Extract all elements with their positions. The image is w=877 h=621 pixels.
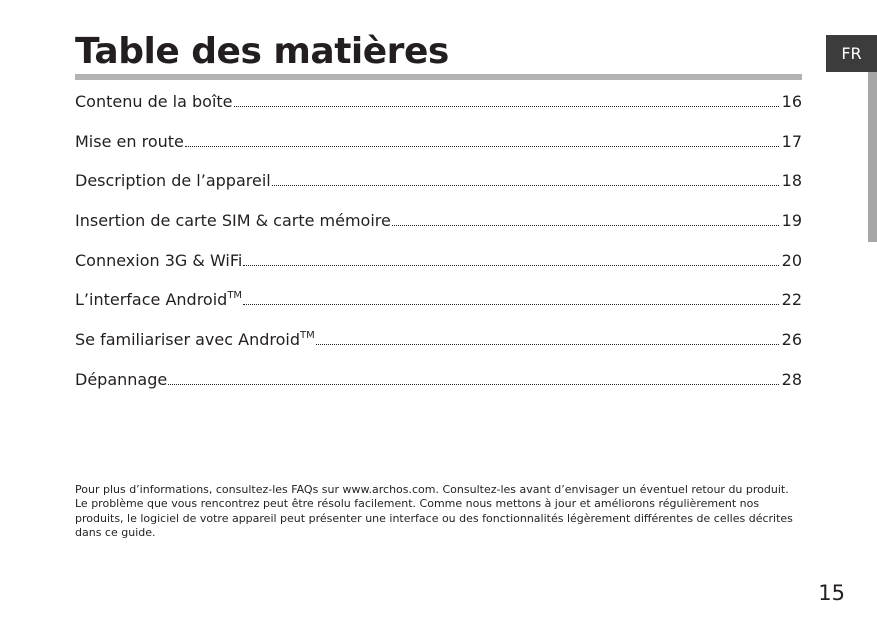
toc-entry-mise-en-route[interactable] [75, 129, 802, 169]
toc-entry-insertion-carte[interactable] [75, 208, 802, 248]
toc-entry-label: L’interface Android™ [75, 290, 243, 310]
toc-entry-page: 18 [781, 171, 802, 191]
toc-dot-leader [234, 105, 779, 107]
table-of-contents [75, 89, 802, 407]
language-tab: FR [826, 35, 877, 72]
page-number: 15 [818, 581, 845, 605]
toc-entry-page: 26 [781, 330, 802, 350]
toc-entry-page: 16 [781, 92, 802, 111]
toc-dot-leader [243, 303, 779, 305]
toc-entry-label: Connexion 3G & WiFi [75, 250, 243, 270]
toc-dot-leader [168, 383, 779, 385]
toc-dot-leader [185, 145, 779, 147]
toc-entry-page: 17 [781, 131, 802, 151]
toc-entry-familiariser-android[interactable] [75, 327, 802, 367]
toc-entry-label: Se familiariser avec Android™ [75, 329, 315, 350]
toc-entry-contenu[interactable] [75, 89, 802, 129]
toc-entry-page: 19 [781, 211, 802, 231]
toc-entry-page: 20 [781, 250, 802, 270]
toc-dot-leader [272, 184, 779, 186]
toc-dot-leader [392, 224, 779, 226]
toc-entry-page: 28 [781, 369, 802, 389]
toc-entry-description[interactable] [75, 168, 802, 208]
info-note: Pour plus d’informations, consultez-les FAQs sur www.archos.com. Consultez-les avant d’envisager un éventuel retour du produit. Le problème que vous rencontrez peut être résolu facilement. Comme nous mettons à jour et améliorons régulièrement nos produits, le logiciel de votre appareil peut présenter une interface ou des fonctionnalités légèrement différentes de celles décrites dans ce guide. [75, 483, 793, 539]
toc-entry-connexion[interactable] [75, 248, 802, 288]
page-title: Table des matières [75, 31, 449, 72]
toc-entry-label: Description de l’appareil [75, 171, 271, 191]
toc-entry-depannage[interactable] [75, 367, 802, 407]
toc-entry-interface-android[interactable] [75, 287, 802, 327]
toc-dot-leader [243, 264, 779, 266]
toc-entry-label: Insertion de carte SIM & carte mémoire [75, 211, 391, 231]
toc-entry-label: Dépannage [75, 369, 168, 389]
toc-entry-label: Mise en route [75, 131, 184, 151]
toc-dot-leader [316, 343, 779, 345]
language-side-bar [868, 72, 877, 242]
title-underline-rule [75, 74, 802, 80]
toc-entry-label: Contenu de la boîte [75, 92, 233, 111]
toc-entry-page: 22 [781, 290, 802, 310]
